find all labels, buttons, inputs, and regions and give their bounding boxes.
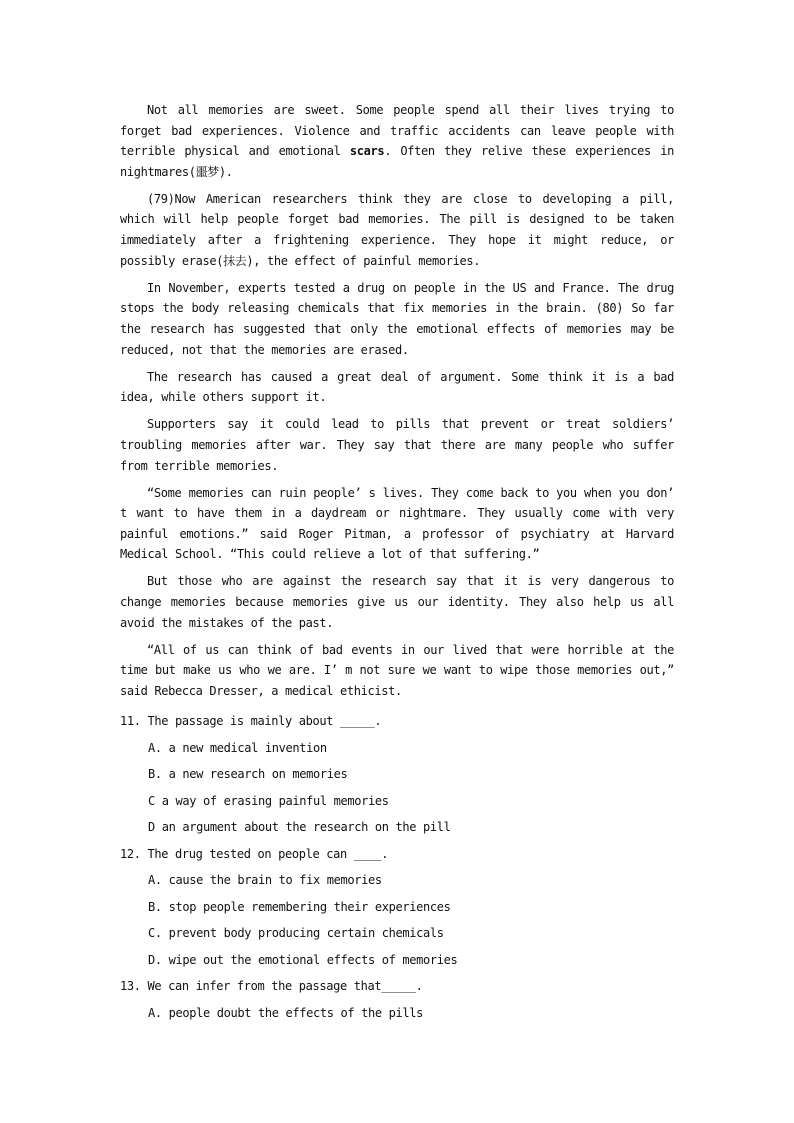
answer-option: A. people doubt the effects of the pills xyxy=(148,1005,423,1020)
answer-option: C a way of erasing painful memories xyxy=(148,793,389,808)
answer-option: C. prevent body producing certain chemicals xyxy=(148,926,444,941)
document-page xyxy=(120,100,674,1026)
bold-word-scars: scars xyxy=(349,144,385,159)
question-stem: 13. We can infer from the passage that_____. xyxy=(120,979,423,994)
paragraph-3: In November, experts tested a drug on people in the US and France. The drug stops the body releasing chemicals that fix memories in the brain. (80) So far the research has suggested that only the emotional effects of memories may be reduced, not that the memories are erased. xyxy=(120,280,674,357)
answer-option: D an argument about the research on the pill xyxy=(148,820,451,835)
paragraph-1-text-start: Not all memories are sweet. Some people spend all their lives trying to forget bad experiences. Violence and traffic accidents can leave people with terrible physical and emotional xyxy=(120,103,674,159)
answer-option: B. a new research on memories xyxy=(148,767,348,782)
answer-option: D. wipe out the emotional effects of memories xyxy=(148,952,458,967)
answer-option: A. cause the brain to fix memories xyxy=(148,873,382,888)
question-stem: 12. The drug tested on people can ____. xyxy=(120,846,389,861)
answer-option: A. a new medical invention xyxy=(148,740,327,755)
paragraph-8: “All of us can think of bad events in our lived that were horrible at the time but make us who we are. I’ m not sure we want to wipe those memories out,” said Rebecca Dresser, a medical ethicist. xyxy=(120,642,674,698)
paragraph-7: But those who are against the research say that it is very dangerous to change memories because memories give us our identity. They also help us all avoid the mistakes of the past. xyxy=(120,574,674,630)
paragraph-1 xyxy=(120,100,674,182)
question-12 xyxy=(120,841,674,974)
paragraph-4: The research has caused a great deal of argument. Some think it is a bad idea, while others support it. xyxy=(120,369,674,405)
question-13 xyxy=(120,973,674,1026)
question-stem: 11. The passage is mainly about _____. xyxy=(120,714,382,729)
paragraph-6: “Some memories can ruin people’ s lives. They come back to you when you don’ t want to have them in a daydream or nightmare. They usually come with very painful emotions.” said Roger Pitman, a professor of psychiatry at Harvard Medical School. “This could relieve a lot of that suffering.” xyxy=(120,485,674,562)
question-11 xyxy=(120,708,674,841)
answer-option: B. stop people remembering their experiences xyxy=(148,899,451,914)
paragraph-2: (79)Now American researchers think they are close to developing a pill, which will help people forget bad memories. The pill is designed to be taken immediately after a frightening experience. They hope it might reduce, or possibly erase(抹去), the effect of painful memories. xyxy=(120,191,674,268)
paragraph-1-text-end: . Often they relive these experiences in nightmares(噩梦). xyxy=(120,144,674,179)
paragraph-5: Supporters say it could lead to pills that prevent or treat soldiers’ troubling memories after war. They say that there are many people who suffer from terrible memories. xyxy=(120,417,674,473)
